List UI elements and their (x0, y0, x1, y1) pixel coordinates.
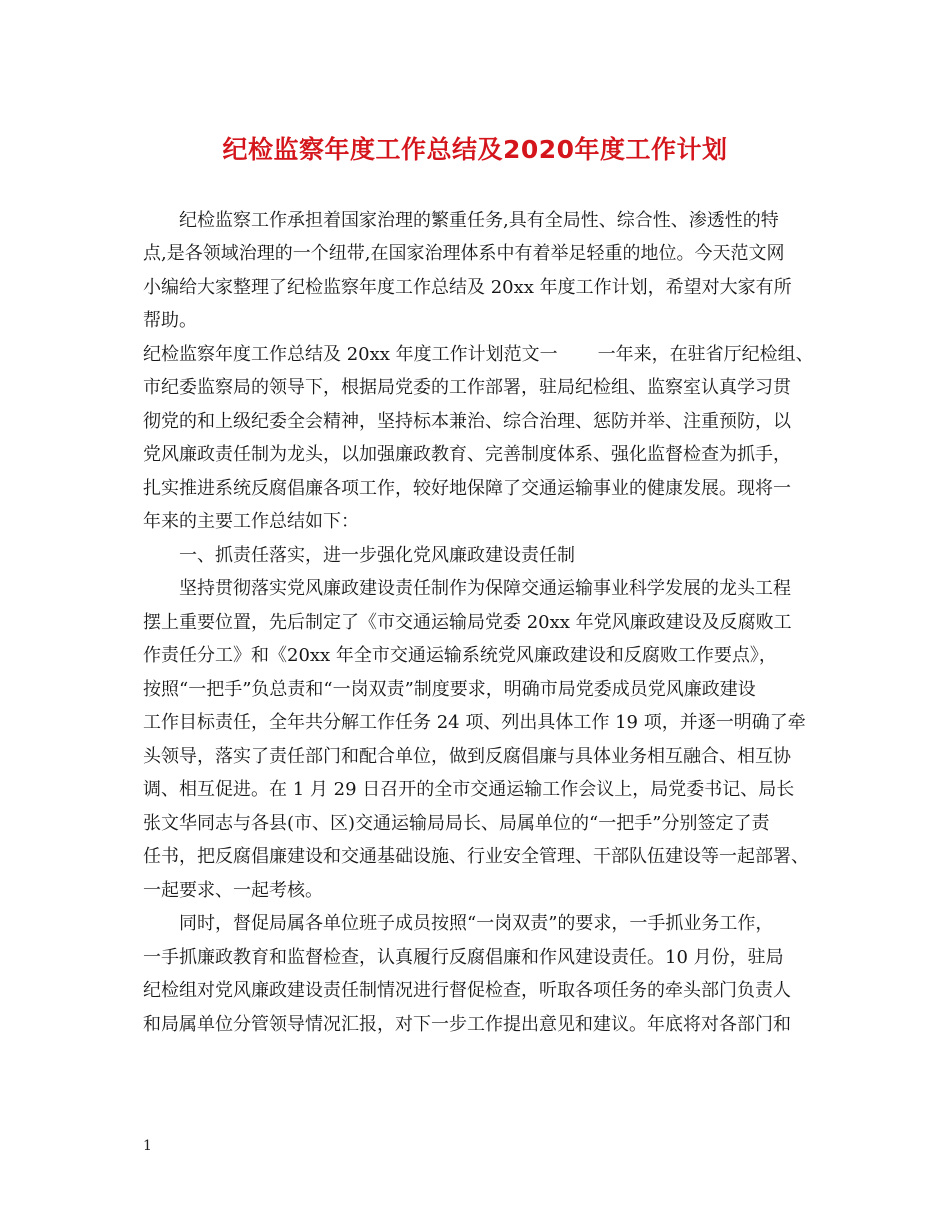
paragraph-line: 点,是各领域治理的一个纽带,在国家治理体系中有着举足轻重的地位。今天范文网 (143, 243, 785, 264)
paragraph-line: 按照“一把手”负总责和“一岗双责”制度要求，明确市局党委成员党风廉政建设 (143, 679, 756, 700)
paragraph-line: 彻党的和上级纪委全会精神，坚持标本兼治、综合治理、惩防并举、注重预防，以 (143, 411, 791, 432)
paragraph-line: 同时，督促局属各单位班子成员按照“一岗双责”的要求，一手抓业务工作， (179, 913, 774, 934)
paragraph-line: 一起要求、一起考核。 (143, 880, 323, 901)
paragraph-line: 纪检监察工作承担着国家治理的繁重任务,具有全局性、综合性、渗透性的特 (179, 210, 779, 231)
paragraph-line: 作责任分工》和《20xx 年全市交通运输系统党风廉政建设和反腐败工作要点》， (143, 645, 777, 666)
paragraph-line: 工作目标责任，全年共分解工作任务 24 项、列出具体工作 19 项，并逐一明确了牵 (143, 712, 806, 733)
paragraph-line: 张文华同志与各县(市、区)交通运输局局长、局属单位的“一把手”分别签定了责 (143, 813, 770, 834)
paragraph-line: 小编给大家整理了纪检监察年度工作总结及 20xx 年度工作计划，希望对大家有所 (143, 277, 792, 298)
paragraph-line: 党风廉政责任制为龙头，以加强廉政教育、完善制度体系、强化监督检查为抓手， (143, 444, 791, 465)
paragraph-line: 摆上重要位置，先后制定了《市交通运输局党委 20xx 年党风廉政建设及反腐败工 (143, 612, 792, 633)
paragraph-line (143, 340, 814, 370)
section-heading: 一、抓责任落实，进一步强化党风廉政建设责任制 (179, 545, 575, 566)
paragraph-line: 头领导，落实了责任部门和配合单位，做到反腐倡廉与具体业务相互融合、相互协 (143, 746, 791, 767)
paragraph-line: 一手抓廉政教育和监督检查，认真履行反腐倡廉和作风建设责任。10 月份，驻局 (143, 947, 784, 968)
paragraph-line: 帮助。 (143, 310, 197, 331)
section-heading-inline: 纪检监察年度工作总结及 20xx 年度工作计划范文一 (143, 344, 558, 365)
paragraph-line: 扎实推进系统反腐倡廉各项工作，较好地保障了交通运输事业的健康发展。现将一 (143, 478, 791, 499)
paragraph-line: 任书，把反腐倡廉建设和交通基础设施、行业安全管理、干部队伍建设等一起部署、 (143, 846, 809, 867)
paragraph-line: 坚持贯彻落实党风廉政建设责任制作为保障交通运输事业科学发展的龙头工程 (179, 578, 791, 599)
paragraph-line: 和局属单位分管领导情况汇报，对下一步工作提出意见和建议。年底将对各部门和 (143, 1014, 791, 1035)
document-title: 纪检监察年度工作总结及2020年度工作计划 (222, 135, 728, 164)
paragraph-line: 年来的主要工作总结如下： (143, 511, 359, 532)
paragraph-line: 纪检组对党风廉政建设责任制情况进行督促检查，听取各项任务的牵头部门负责人 (143, 980, 791, 1001)
paragraph-text: 一年来，在驻省厅纪检组、 (597, 344, 814, 365)
paragraph-line: 市纪委监察局的领导下，根据局党委的工作部署，驻局纪检组、监察室认真学习贯 (143, 377, 791, 398)
page-number: 1 (143, 1138, 152, 1154)
paragraph-line: 调、相互促进。在 1 月 29 日召开的全市交通运输工作会议上，局党委书记、局长 (143, 779, 795, 800)
